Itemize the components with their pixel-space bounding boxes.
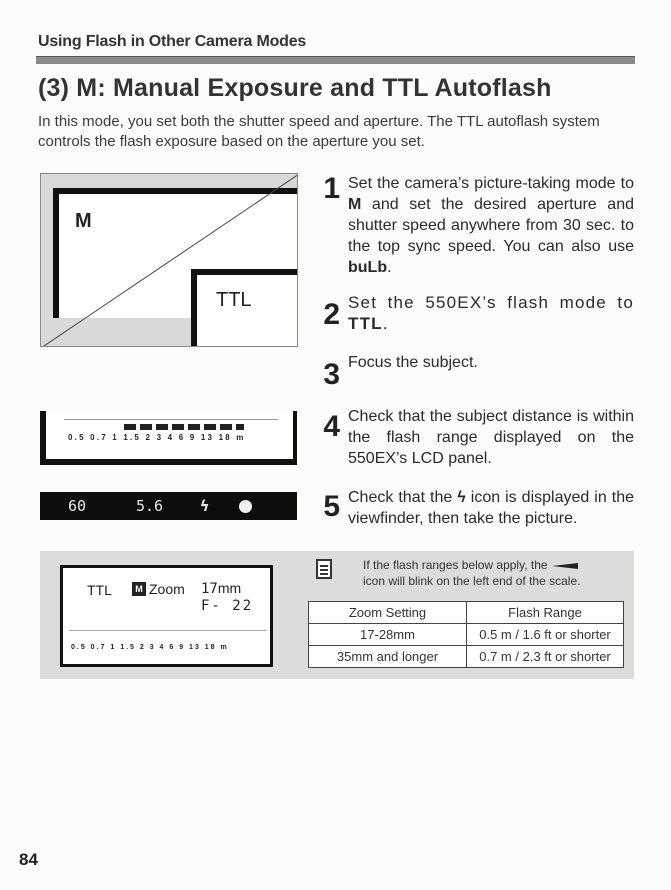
lcd-zoom-value: 17mm [201,580,242,597]
m-label: M [75,210,92,232]
exposure-diagram [40,173,298,347]
note-icon [316,559,332,579]
step-2-text: Set the 550EX’s flash mode to TTL. [348,293,634,333]
viewfinder-display [40,492,297,520]
scale-numbers: 0.5 0.7 1 1.5 2 3 4 6 9 13 18 m [68,433,246,442]
step-1-number: 1 [323,172,340,205]
intro-paragraph: In this mode, you set both the shutter speed and aperture. The TTL autoflash system controls the flash exposure based on the aperture you set. [38,113,600,150]
step-2-number: 2 [323,298,340,331]
header-rule [36,57,635,64]
table-header: Flash Range [467,602,624,624]
step-1-text: Set the camera’s picture-taking mode to M and set the desired aperture and shutter speed anywhere from 30 sec. to the top sync speed. You can also use buLb. [348,175,634,276]
step-5-number: 5 [323,490,340,523]
section-title: (3) M: Manual Exposure and TTL Autoflash [38,74,552,102]
scale-warning-icon [552,563,578,569]
table-cell: 17-28mm [309,624,467,646]
step-3-text: Focus the subject. [348,354,478,371]
flash-lcd-panel [60,565,273,667]
lcd-m-badge: M [132,582,146,596]
step-4-number: 4 [323,410,340,443]
running-header: Using Flash in Other Camera Modes [38,33,307,50]
flash-icon: ϟ [457,489,466,506]
lcd-zoom-label: Zoom [149,581,185,597]
flash-range-table [308,601,624,668]
ttl-label: TTL [216,289,252,311]
scale-bar [124,424,244,430]
lcd-scale-numbers: 0.5 0.7 1 1.5 2 3 4 6 9 13 18 m [71,644,229,651]
step-5-text: Check that the ϟ icon is displayed in the viewfinder, then take the picture. [348,489,634,527]
scale-line [64,419,278,420]
lcd-scale-line [69,630,267,631]
focus-dot-icon [239,500,252,513]
table-row [309,646,624,668]
step-3-number: 3 [323,358,340,391]
table-cell: 35mm and longer [309,646,467,668]
distance-scale-panel [40,411,297,465]
table-header: Zoom Setting [309,602,467,624]
flash-ready-icon: ϟ [200,497,210,515]
lcd-aperture: F- 22 [201,598,254,614]
lcd-mode: TTL [87,582,112,598]
aperture-value: 5.6 [136,497,164,515]
table-header-row [309,602,624,624]
table-row [309,624,624,646]
table-cell: 0.5 m / 1.6 ft or shorter [467,624,624,646]
table-cell: 0.7 m / 2.3 ft or shorter [467,646,624,668]
shutter-speed: 60 [68,497,87,515]
note-text: If the flash ranges below apply, the icon will blink on the left end of the scale. [363,558,581,588]
step-4-text: Check that the subject distance is within the flash range displayed on the 550EX’s LCD panel. [348,408,634,467]
page-number: 84 [19,850,38,869]
